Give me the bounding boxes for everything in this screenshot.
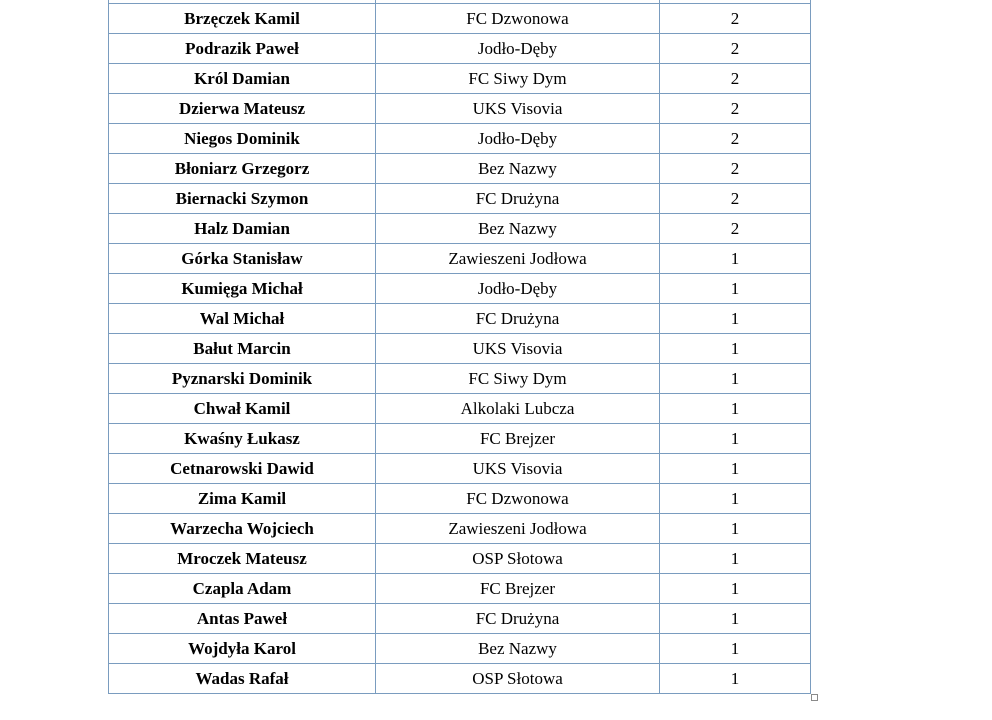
player-name-cell[interactable]: Kumięga Michał <box>109 274 376 304</box>
team-name-cell[interactable]: OSP Słotowa <box>376 664 660 694</box>
player-name-cell[interactable]: Halz Damian <box>109 214 376 244</box>
goals-count-cell[interactable]: 1 <box>660 244 811 274</box>
table-row <box>109 94 811 124</box>
player-name-cell[interactable]: Wojdyła Karol <box>109 634 376 664</box>
player-name-cell[interactable]: Biernacki Szymon <box>109 184 376 214</box>
table-row <box>109 394 811 424</box>
table-row <box>109 4 811 34</box>
goals-count-cell[interactable]: 1 <box>660 544 811 574</box>
goals-count-cell[interactable]: 1 <box>660 664 811 694</box>
table-row <box>109 34 811 64</box>
table-row <box>109 334 811 364</box>
goals-count-cell[interactable]: 1 <box>660 634 811 664</box>
team-name-cell[interactable]: Jodło-Dęby <box>376 124 660 154</box>
goals-count-cell[interactable]: 2 <box>660 4 811 34</box>
table-row <box>109 274 811 304</box>
team-name-cell[interactable]: Jodło-Dęby <box>376 274 660 304</box>
player-name-cell[interactable]: Mroczek Mateusz <box>109 544 376 574</box>
table-row <box>109 604 811 634</box>
goals-count-cell[interactable]: 1 <box>660 604 811 634</box>
goals-count-cell[interactable]: 2 <box>660 184 811 214</box>
player-name-cell[interactable]: Dzierwa Mateusz <box>109 94 376 124</box>
goals-count-cell[interactable]: 2 <box>660 124 811 154</box>
goals-count-cell[interactable]: 2 <box>660 154 811 184</box>
table-row <box>109 304 811 334</box>
goals-count-cell[interactable]: 1 <box>660 484 811 514</box>
scorers-table-body <box>109 0 811 694</box>
goals-count-cell[interactable]: 1 <box>660 454 811 484</box>
goals-count-cell[interactable]: 1 <box>660 394 811 424</box>
player-name-cell[interactable]: Pyznarski Dominik <box>109 364 376 394</box>
table-row <box>109 544 811 574</box>
table-row <box>109 664 811 694</box>
player-name-cell[interactable]: Cetnarowski Dawid <box>109 454 376 484</box>
table-row <box>109 424 811 454</box>
table-row <box>109 214 811 244</box>
goals-count-cell[interactable]: 2 <box>660 94 811 124</box>
goals-count-cell[interactable]: 1 <box>660 514 811 544</box>
team-name-cell[interactable]: FC Dzwonowa <box>376 4 660 34</box>
team-name-cell[interactable]: Zawieszeni Jodłowa <box>376 514 660 544</box>
team-name-cell[interactable]: FC Drużyna <box>376 184 660 214</box>
team-name-cell[interactable]: FC Siwy Dym <box>376 64 660 94</box>
team-name-cell[interactable]: Bez Nazwy <box>376 634 660 664</box>
table-row <box>109 574 811 604</box>
player-name-cell[interactable]: Błoniarz Grzegorz <box>109 154 376 184</box>
table-row <box>109 64 811 94</box>
team-name-cell[interactable]: FC Dzwonowa <box>376 484 660 514</box>
player-name-cell[interactable]: Niegos Dominik <box>109 124 376 154</box>
player-name-cell[interactable]: Wal Michał <box>109 304 376 334</box>
table-resize-handle[interactable] <box>811 694 818 701</box>
table-row <box>109 124 811 154</box>
team-name-cell[interactable]: UKS Visovia <box>376 454 660 484</box>
goals-count-cell[interactable]: 1 <box>660 574 811 604</box>
player-name-cell[interactable]: Warzecha Wojciech <box>109 514 376 544</box>
team-name-cell[interactable]: Jodło-Dęby <box>376 34 660 64</box>
team-name-cell[interactable]: OSP Słotowa <box>376 544 660 574</box>
goals-count-cell[interactable]: 2 <box>660 214 811 244</box>
team-name-cell[interactable]: FC Brejzer <box>376 574 660 604</box>
goals-count-cell[interactable]: 1 <box>660 364 811 394</box>
player-name-cell[interactable]: Zima Kamil <box>109 484 376 514</box>
player-name-cell[interactable]: Chwał Kamil <box>109 394 376 424</box>
team-name-cell[interactable]: Bez Nazwy <box>376 154 660 184</box>
table-row <box>109 484 811 514</box>
team-name-cell[interactable]: Zawieszeni Jodłowa <box>376 244 660 274</box>
team-name-cell[interactable]: FC Siwy Dym <box>376 364 660 394</box>
goals-count-cell[interactable]: 1 <box>660 304 811 334</box>
table-row <box>109 244 811 274</box>
goals-count-cell[interactable]: 1 <box>660 274 811 304</box>
goals-count-cell[interactable]: 2 <box>660 64 811 94</box>
table-row <box>109 634 811 664</box>
team-name-cell[interactable]: FC Brejzer <box>376 424 660 454</box>
team-name-cell[interactable]: UKS Visovia <box>376 94 660 124</box>
player-name-cell[interactable]: Górka Stanisław <box>109 244 376 274</box>
goals-count-cell[interactable]: 1 <box>660 424 811 454</box>
table-row <box>109 184 811 214</box>
player-name-cell[interactable]: Król Damian <box>109 64 376 94</box>
team-name-cell[interactable]: Alkolaki Lubcza <box>376 394 660 424</box>
team-name-cell[interactable]: FC Drużyna <box>376 304 660 334</box>
player-name-cell[interactable]: Wadas Rafał <box>109 664 376 694</box>
table-row <box>109 364 811 394</box>
player-name-cell[interactable]: Bałut Marcin <box>109 334 376 364</box>
goals-count-cell[interactable]: 2 <box>660 34 811 64</box>
team-name-cell[interactable]: FC Drużyna <box>376 604 660 634</box>
table-row <box>109 514 811 544</box>
team-name-cell[interactable]: UKS Visovia <box>376 334 660 364</box>
goals-count-cell[interactable]: 1 <box>660 334 811 364</box>
player-name-cell[interactable]: Kwaśny Łukasz <box>109 424 376 454</box>
player-name-cell[interactable]: Antas Paweł <box>109 604 376 634</box>
table-row <box>109 454 811 484</box>
table-row <box>109 154 811 184</box>
team-name-cell[interactable]: Bez Nazwy <box>376 214 660 244</box>
player-name-cell[interactable]: Brzęczek Kamil <box>109 4 376 34</box>
player-name-cell[interactable]: Podrazik Paweł <box>109 34 376 64</box>
player-name-cell[interactable]: Czapla Adam <box>109 574 376 604</box>
scorers-table[interactable] <box>108 0 811 694</box>
